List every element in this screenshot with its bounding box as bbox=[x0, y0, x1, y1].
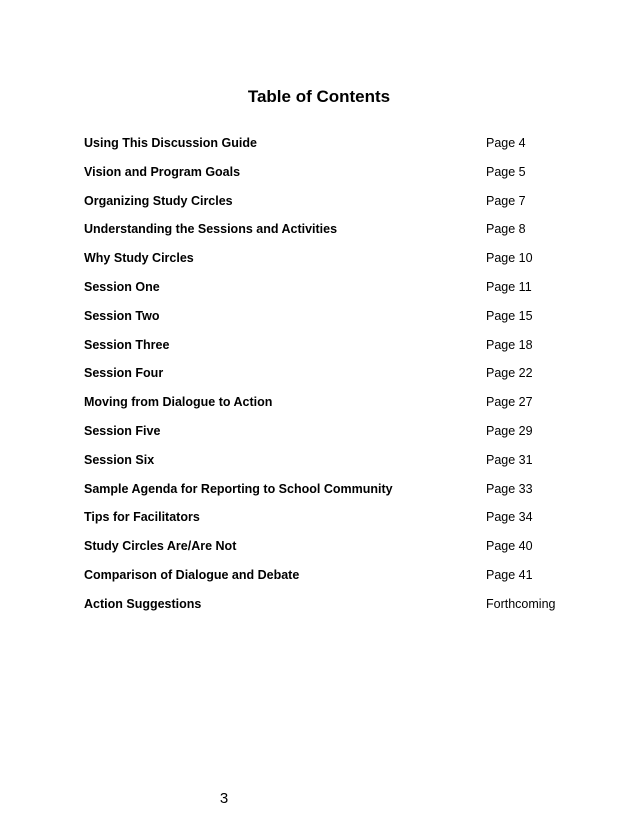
toc-entry bbox=[84, 335, 584, 364]
toc-entry-label: Study Circles Are/Are Not bbox=[84, 539, 237, 554]
toc-entry bbox=[84, 450, 584, 479]
toc-entry bbox=[84, 421, 584, 450]
toc-entry-page: Page 8 bbox=[486, 222, 526, 237]
toc-entry-label: Session Three bbox=[84, 337, 170, 352]
toc-entry-page: Page 5 bbox=[486, 164, 526, 179]
toc-entry bbox=[84, 363, 584, 392]
toc-entry-page: Page 22 bbox=[486, 366, 533, 381]
toc-entry-label: Using This Discussion Guide bbox=[84, 136, 257, 150]
toc-entry-page: Page 33 bbox=[486, 481, 533, 496]
toc-entry-label: Tips for Facilitators bbox=[84, 510, 200, 525]
toc-entry bbox=[84, 133, 584, 162]
toc-entry bbox=[84, 536, 584, 565]
toc-entry bbox=[84, 565, 584, 594]
toc-entry-label: Sample Agenda for Reporting to School Community bbox=[84, 481, 393, 496]
toc-entry-label: Understanding the Sessions and Activities bbox=[84, 222, 338, 237]
toc-entry-label: Comparison of Dialogue and Debate bbox=[84, 567, 300, 582]
page-number: 3 bbox=[219, 790, 229, 807]
toc-entry-label: Action Suggestions bbox=[84, 596, 202, 611]
toc-entry bbox=[84, 248, 584, 277]
toc-entry bbox=[84, 507, 584, 536]
toc-entry-label: Session Four bbox=[84, 366, 164, 381]
toc-entry-label: Session Five bbox=[84, 423, 161, 438]
toc-entry-page: Page 29 bbox=[486, 423, 533, 438]
toc-entry-label: Session Two bbox=[84, 308, 160, 323]
toc-entry-label: Session One bbox=[84, 279, 160, 294]
toc-entry bbox=[84, 479, 584, 508]
toc-entry-page: Page 18 bbox=[486, 337, 533, 352]
toc-list bbox=[84, 133, 584, 623]
toc-entry bbox=[84, 191, 584, 220]
toc-entry-label: Session Six bbox=[84, 452, 155, 467]
toc-entry-page: Forthcoming bbox=[486, 596, 556, 611]
toc-entry-page: Page 34 bbox=[486, 510, 533, 525]
toc-title bbox=[0, 87, 638, 107]
toc-entry-page: Page 41 bbox=[486, 567, 533, 582]
toc-entry bbox=[84, 162, 584, 191]
toc-entry-page: Page 27 bbox=[486, 395, 533, 410]
toc-title-text: Table of Contents bbox=[247, 87, 391, 106]
toc-entry-page: Page 10 bbox=[486, 251, 533, 266]
toc-entry bbox=[84, 594, 584, 623]
toc-entry bbox=[84, 277, 584, 306]
toc-entry bbox=[84, 392, 584, 421]
toc-entry-label: Organizing Study Circles bbox=[84, 193, 233, 208]
toc-entry-label: Why Study Circles bbox=[84, 251, 194, 266]
toc-entry-page: Page 11 bbox=[486, 279, 532, 294]
toc-entry bbox=[84, 219, 584, 248]
toc-entry bbox=[84, 306, 584, 335]
toc-entry-label: Vision and Program Goals bbox=[84, 164, 241, 179]
toc-entry-page: Page 40 bbox=[486, 539, 533, 554]
toc-entry-page: Page 7 bbox=[486, 193, 526, 208]
toc-entry-label: Moving from Dialogue to Action bbox=[84, 395, 273, 410]
toc-entry-page: Page 4 bbox=[486, 136, 526, 150]
toc-entry-page: Page 15 bbox=[486, 308, 533, 323]
toc-entry-page: Page 31 bbox=[486, 452, 533, 467]
